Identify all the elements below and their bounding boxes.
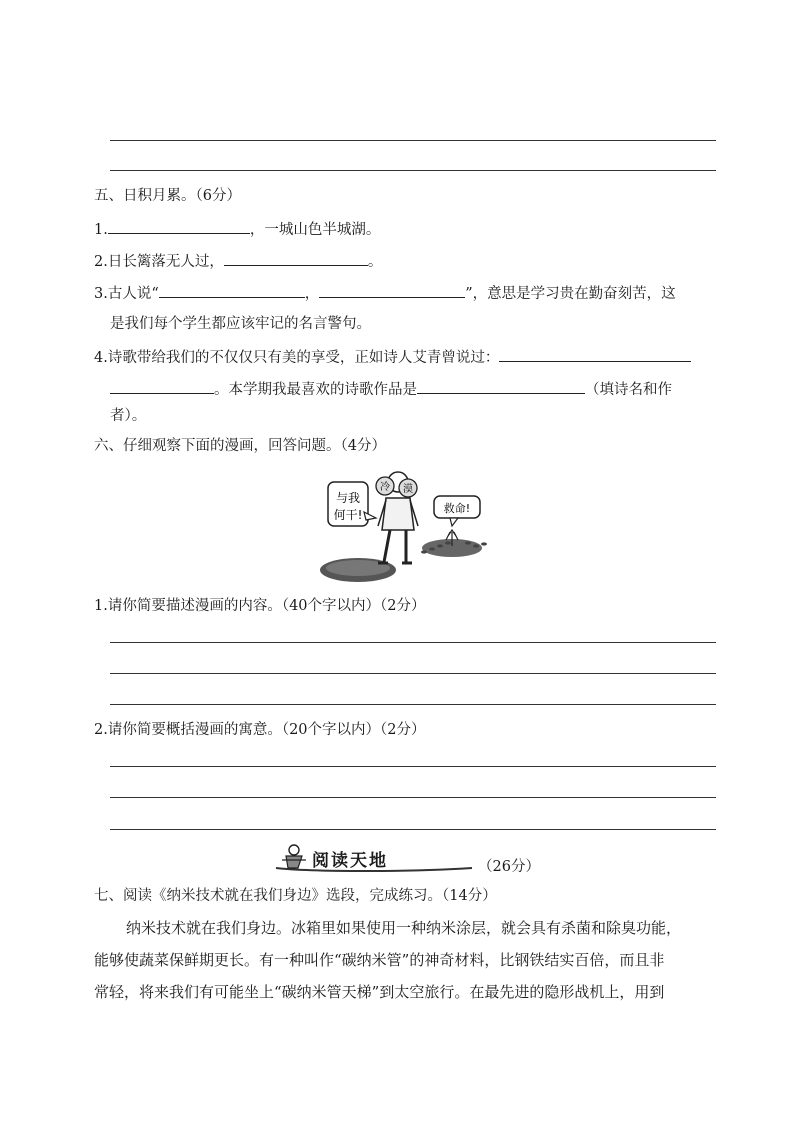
- answer-line[interactable]: [110, 829, 716, 830]
- answer-blank[interactable]: [499, 346, 691, 362]
- section7-heading: 七、阅读《纳米技术就在我们身边》选段，完成练习。（14分）: [94, 888, 497, 904]
- answer-blank[interactable]: [224, 250, 368, 266]
- section6-q2: 2.请你简要概括漫画的寓意。（20个字以内）（2分）: [94, 722, 426, 738]
- section5-q1: 1. ，一城山色半城湖。: [94, 218, 380, 240]
- reading-banner-title: 阅读天地: [312, 851, 388, 871]
- reading-banner-score: （26分）: [478, 859, 540, 875]
- section5-heading: 五、日积月累。（6分）: [94, 188, 241, 204]
- section5-q2: 2.日长篱落无人过， 。: [94, 250, 382, 272]
- passage-line: 能够使蔬菜保鲜期更长。有一种叫作“碳纳米管”的神奇材料，比钢铁结实百倍，而且非: [94, 951, 665, 969]
- answer-blank[interactable]: [110, 378, 214, 394]
- person-body: [382, 498, 414, 530]
- cartoon-illustration: [320, 466, 496, 586]
- passage-line: 常轻，将来我们有可能坐上“碳纳米管天梯”到太空旅行。在最先进的隐形战机上，用到: [94, 983, 665, 1001]
- passage-line: 纳米技术就在我们身边。冰箱里如果使用一种纳米涂层，就会具有杀菌和除臭功能，: [126, 919, 682, 937]
- answer-blank[interactable]: [159, 282, 305, 298]
- section5-q4-cont2: 者）。: [110, 408, 147, 424]
- section6-q1: 1.请你简要描述漫画的内容。（40个字以内）（2分）: [94, 598, 426, 614]
- bubble-left-line1: 与我: [335, 491, 361, 505]
- mask-right-char: 漠: [403, 484, 413, 495]
- answer-line[interactable]: [110, 642, 716, 643]
- answer-blank[interactable]: [417, 378, 585, 394]
- answer-line[interactable]: [110, 140, 716, 141]
- reading-figure-icon: [282, 845, 306, 868]
- section5-q4-cont: 。本学期我最喜欢的诗歌作品是 （填诗名和作: [110, 378, 672, 400]
- section6-heading: 六、仔细观察下面的漫画，回答问题。（4分）: [94, 438, 386, 454]
- answer-line[interactable]: [110, 704, 716, 705]
- bubble-left-line2: 何干!: [333, 508, 363, 522]
- answer-line[interactable]: [110, 170, 716, 171]
- mask-left-char: 冷: [380, 482, 390, 493]
- answer-blank[interactable]: [319, 282, 465, 298]
- section5-q3-cont: 是我们每个学生都应该牢记的名言警句。: [110, 316, 371, 332]
- answer-line[interactable]: [110, 797, 716, 798]
- answer-line[interactable]: [110, 673, 716, 674]
- section5-q4: 4.诗歌带给我们的不仅仅只有美的享受，正如诗人艾青曾说过：: [94, 346, 691, 368]
- bubble-right-text: 救命!: [443, 502, 471, 515]
- answer-blank[interactable]: [108, 218, 250, 234]
- answer-line[interactable]: [110, 766, 716, 767]
- section5-q3: 3.古人说“ ， ”，意思是学习贵在勤奋刻苦，这: [94, 282, 676, 304]
